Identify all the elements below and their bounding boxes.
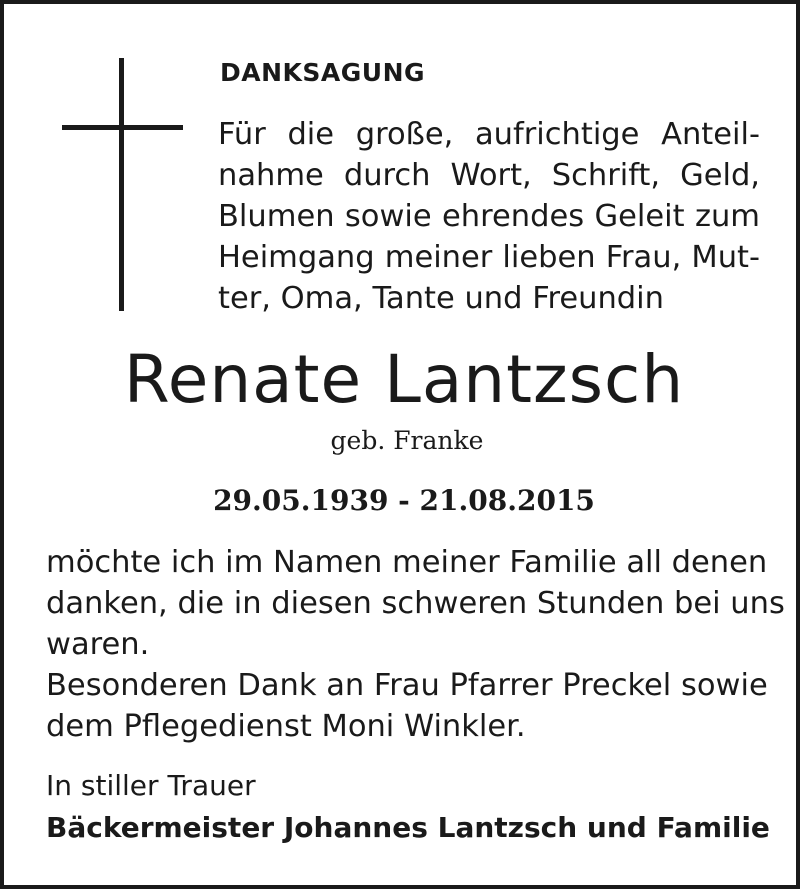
- thanks-line: Besonderen Dank an Frau Pfarrer Preckel sowie: [46, 668, 768, 703]
- thanks-line: waren.: [46, 627, 150, 662]
- intro-line: nahme durch Wort, Schrift, Geld,: [218, 158, 760, 193]
- intro-line: ter, Oma, Tante und Freundin: [218, 281, 664, 316]
- closing-phrase: In stiller Trauer: [46, 769, 256, 802]
- cross-vertical-bar: [119, 58, 124, 311]
- intro-line: Blumen sowie ehrendes Geleit zum: [218, 199, 760, 234]
- thanks-line: möchte ich im Namen meiner Familie all denen: [46, 545, 768, 580]
- intro-line: Heimgang meiner lieben Frau, Mut-: [218, 240, 760, 275]
- thanks-line: danken, die in diesen schweren Stunden bei uns: [46, 586, 785, 621]
- deceased-name: Renate Lantzsch: [123, 341, 685, 418]
- cross-horizontal-bar: [62, 125, 183, 130]
- signature: Bäckermeister Johannes Lantzsch und Familie: [46, 811, 770, 844]
- intro-paragraph: [218, 114, 760, 319]
- thanks-line: dem Pflegedienst Moni Winkler.: [46, 709, 526, 744]
- life-dates: 29.05.1939 - 21.08.2015: [213, 484, 595, 517]
- notice-heading: DANKSAGUNG: [220, 58, 426, 87]
- thanks-paragraph: [46, 542, 785, 747]
- maiden-name: geb. Franke: [330, 426, 484, 455]
- intro-line: Für die große, aufrichtige Anteil-: [218, 117, 760, 152]
